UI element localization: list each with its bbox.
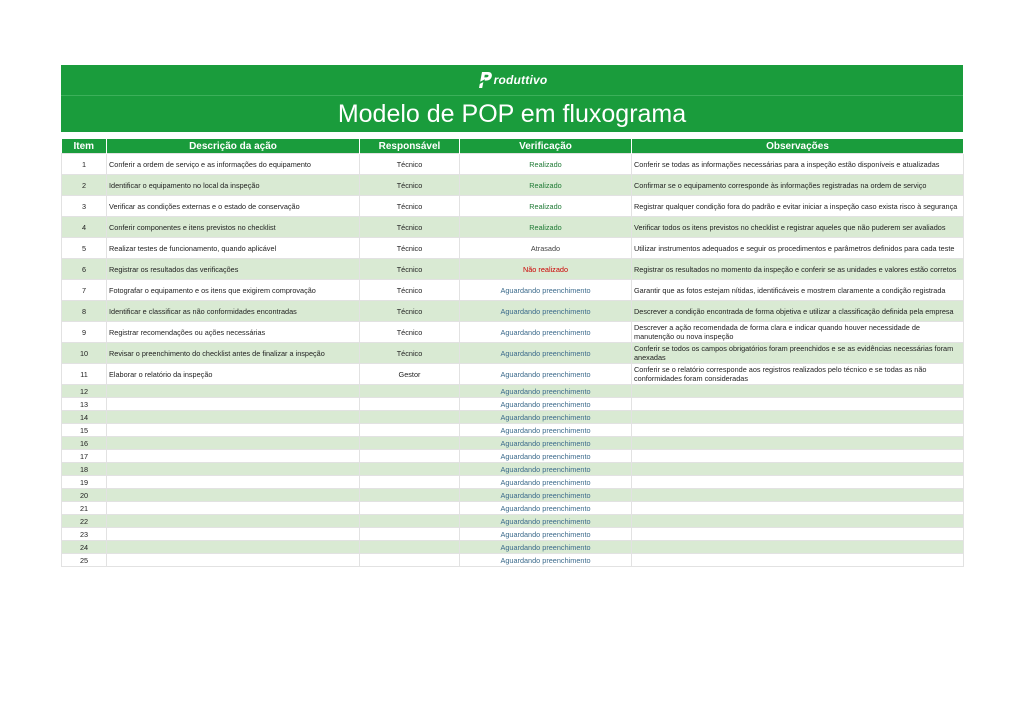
cell-descricao[interactable] bbox=[107, 502, 360, 515]
cell-descricao[interactable] bbox=[107, 541, 360, 554]
cell-responsavel[interactable]: Técnico bbox=[360, 217, 460, 238]
cell-responsavel[interactable]: Técnico bbox=[360, 196, 460, 217]
cell-observacoes[interactable] bbox=[632, 437, 964, 450]
table-row bbox=[62, 424, 964, 437]
cell-verificacao[interactable]: Aguardando preenchimento bbox=[460, 476, 632, 489]
page-title: Modelo de POP em fluxograma bbox=[337, 100, 687, 128]
table-row bbox=[62, 398, 964, 411]
cell-responsavel[interactable] bbox=[360, 554, 460, 567]
cell-verificacao[interactable]: Aguardando preenchimento bbox=[460, 515, 632, 528]
cell-descricao[interactable]: Identificar o equipamento no local da inspeção bbox=[107, 175, 360, 196]
cell-item[interactable]: 18 bbox=[62, 463, 107, 476]
cell-descricao[interactable]: Realizar testes de funcionamento, quando aplicável bbox=[107, 238, 360, 259]
cell-observacoes[interactable]: Descrever a ação recomendada de forma clara e indicar quando houver necessidade de manutenção ou nova inspeção bbox=[632, 322, 964, 343]
cell-responsavel[interactable] bbox=[360, 450, 460, 463]
cell-observacoes[interactable]: Descrever a condição encontrada de forma objetiva e utilizar a classificação definida pela empresa bbox=[632, 301, 964, 322]
cell-observacoes[interactable]: Registrar qualquer condição fora do padrão e evitar iniciar a inspeção caso exista risco à segurança bbox=[632, 196, 964, 217]
cell-item[interactable]: 20 bbox=[62, 489, 107, 502]
cell-observacoes[interactable]: Conferir se todas as informações necessárias para a inspeção estão disponíveis e atualizadas bbox=[632, 154, 964, 175]
cell-descricao[interactable]: Fotografar o equipamento e os itens que exigirem comprovação bbox=[107, 280, 360, 301]
table-row bbox=[62, 238, 964, 259]
cell-descricao[interactable] bbox=[107, 398, 360, 411]
cell-item[interactable]: 15 bbox=[62, 424, 107, 437]
cell-verificacao[interactable]: Aguardando preenchimento bbox=[460, 301, 632, 322]
cell-verificacao[interactable]: Aguardando preenchimento bbox=[460, 280, 632, 301]
cell-item[interactable]: 21 bbox=[62, 502, 107, 515]
cell-descricao[interactable]: Conferir componentes e itens previstos no checklist bbox=[107, 217, 360, 238]
cell-item[interactable]: 3 bbox=[62, 196, 107, 217]
cell-observacoes[interactable]: Conferir se todos os campos obrigatórios foram preenchidos e se as evidências necessárias foram anexadas bbox=[632, 343, 964, 364]
cell-observacoes[interactable]: Confirmar se o equipamento corresponde às informações registradas na ordem de serviço bbox=[632, 175, 964, 196]
cell-observacoes[interactable] bbox=[632, 411, 964, 424]
cell-responsavel[interactable]: Gestor bbox=[360, 364, 460, 385]
cell-responsavel[interactable]: Técnico bbox=[360, 259, 460, 280]
cell-item[interactable]: 1 bbox=[62, 154, 107, 175]
cell-verificacao[interactable]: Aguardando preenchimento bbox=[460, 528, 632, 541]
cell-responsavel[interactable] bbox=[360, 502, 460, 515]
cell-responsavel[interactable]: Técnico bbox=[360, 343, 460, 364]
cell-item[interactable]: 19 bbox=[62, 476, 107, 489]
cell-responsavel[interactable] bbox=[360, 463, 460, 476]
cell-verificacao[interactable]: Aguardando preenchimento bbox=[460, 437, 632, 450]
cell-verificacao[interactable]: Aguardando preenchimento bbox=[460, 411, 632, 424]
cell-responsavel[interactable]: Técnico bbox=[360, 154, 460, 175]
cell-descricao[interactable] bbox=[107, 411, 360, 424]
cell-verificacao[interactable]: Aguardando preenchimento bbox=[460, 385, 632, 398]
cell-item[interactable]: 22 bbox=[62, 515, 107, 528]
cell-verificacao[interactable]: Realizado bbox=[460, 175, 632, 196]
cell-responsavel[interactable] bbox=[360, 541, 460, 554]
cell-responsavel[interactable] bbox=[360, 515, 460, 528]
cell-verificacao[interactable]: Realizado bbox=[460, 196, 632, 217]
cell-item[interactable]: 23 bbox=[62, 528, 107, 541]
cell-responsavel[interactable] bbox=[360, 437, 460, 450]
cell-observacoes[interactable]: Conferir se o relatório corresponde aos registros realizados pelo técnico e se todas as não conformidades foram consideradas bbox=[632, 364, 964, 385]
table-row bbox=[62, 154, 964, 175]
table-row bbox=[62, 489, 964, 502]
cell-verificacao[interactable]: Aguardando preenchimento bbox=[460, 343, 632, 364]
cell-item[interactable]: 10 bbox=[62, 343, 107, 364]
cell-observacoes[interactable] bbox=[632, 450, 964, 463]
table-row bbox=[62, 217, 964, 238]
cell-item[interactable]: 5 bbox=[62, 238, 107, 259]
cell-verificacao[interactable]: Não realizado bbox=[460, 259, 632, 280]
cell-descricao[interactable]: Registrar recomendações ou ações necessárias bbox=[107, 322, 360, 343]
table-row bbox=[62, 463, 964, 476]
cell-observacoes[interactable] bbox=[632, 424, 964, 437]
cell-item[interactable]: 13 bbox=[62, 398, 107, 411]
cell-observacoes[interactable] bbox=[632, 385, 964, 398]
cell-descricao[interactable]: Conferir a ordem de serviço e as informações do equipamento bbox=[107, 154, 360, 175]
table-row bbox=[62, 364, 964, 385]
cell-responsavel[interactable]: Técnico bbox=[360, 238, 460, 259]
cell-descricao[interactable] bbox=[107, 437, 360, 450]
cell-responsavel[interactable] bbox=[360, 489, 460, 502]
cell-verificacao[interactable]: Atrasado bbox=[460, 238, 632, 259]
cell-descricao[interactable] bbox=[107, 476, 360, 489]
header-responsavel: Responsável bbox=[360, 139, 460, 154]
table-row bbox=[62, 515, 964, 528]
table-row bbox=[62, 301, 964, 322]
cell-verificacao[interactable]: Aguardando preenchimento bbox=[460, 322, 632, 343]
cell-responsavel[interactable] bbox=[360, 476, 460, 489]
cell-verificacao[interactable]: Aguardando preenchimento bbox=[460, 489, 632, 502]
cell-item[interactable]: 12 bbox=[62, 385, 107, 398]
cell-item[interactable]: 17 bbox=[62, 450, 107, 463]
cell-responsavel[interactable] bbox=[360, 528, 460, 541]
cell-verificacao[interactable]: Aguardando preenchimento bbox=[460, 541, 632, 554]
cell-observacoes[interactable]: Registrar os resultados no momento da inspeção e conferir se as unidades e valores estão corretos bbox=[632, 259, 964, 280]
header-descricao: Descrição da ação bbox=[107, 139, 360, 154]
cell-responsavel[interactable]: Técnico bbox=[360, 175, 460, 196]
cell-item[interactable]: 11 bbox=[62, 364, 107, 385]
table-row bbox=[62, 175, 964, 196]
cell-verificacao[interactable]: Realizado bbox=[460, 154, 632, 175]
cell-observacoes[interactable] bbox=[632, 398, 964, 411]
cell-descricao[interactable] bbox=[107, 554, 360, 567]
logo-row bbox=[61, 65, 963, 95]
table-row bbox=[62, 476, 964, 489]
cell-responsavel[interactable] bbox=[360, 424, 460, 437]
cell-item[interactable]: 14 bbox=[62, 411, 107, 424]
cell-responsavel[interactable]: Técnico bbox=[360, 280, 460, 301]
table-header-row bbox=[62, 139, 964, 154]
cell-item[interactable]: 9 bbox=[62, 322, 107, 343]
table-row bbox=[62, 322, 964, 343]
table-row bbox=[62, 196, 964, 217]
cell-item[interactable]: 16 bbox=[62, 437, 107, 450]
table-row bbox=[62, 450, 964, 463]
table-row bbox=[62, 385, 964, 398]
cell-observacoes[interactable]: Garantir que as fotos estejam nítidas, identificáveis e mostrem claramente a condição registrada bbox=[632, 280, 964, 301]
pop-table bbox=[61, 139, 964, 567]
cell-verificacao[interactable]: Aguardando preenchimento bbox=[460, 502, 632, 515]
table-row bbox=[62, 259, 964, 280]
cell-observacoes[interactable] bbox=[632, 463, 964, 476]
cell-item[interactable]: 2 bbox=[62, 175, 107, 196]
table-row bbox=[62, 280, 964, 301]
cell-verificacao[interactable]: Aguardando preenchimento bbox=[460, 364, 632, 385]
cell-observacoes[interactable] bbox=[632, 502, 964, 515]
cell-descricao[interactable] bbox=[107, 528, 360, 541]
brand-name: roduttivo bbox=[493, 73, 548, 87]
cell-observacoes[interactable]: Utilizar instrumentos adequados e seguir os procedimentos e parâmetros definidos para cada teste bbox=[632, 238, 964, 259]
header-verificacao: Verificação bbox=[460, 139, 632, 154]
cell-descricao[interactable]: Verificar as condições externas e o estado de conservação bbox=[107, 196, 360, 217]
cell-descricao[interactable] bbox=[107, 424, 360, 437]
table-row bbox=[62, 411, 964, 424]
header-item: Item bbox=[62, 139, 107, 154]
cell-responsavel[interactable] bbox=[360, 385, 460, 398]
table-row bbox=[62, 502, 964, 515]
cell-item[interactable]: 6 bbox=[62, 259, 107, 280]
table-row bbox=[62, 343, 964, 364]
cell-item[interactable]: 7 bbox=[62, 280, 107, 301]
cell-responsavel[interactable] bbox=[360, 398, 460, 411]
cell-descricao[interactable]: Revisar o preenchimento do checklist antes de finalizar a inspeção bbox=[107, 343, 360, 364]
cell-verificacao[interactable]: Aguardando preenchimento bbox=[460, 450, 632, 463]
cell-descricao[interactable] bbox=[107, 450, 360, 463]
cell-descricao[interactable]: Elaborar o relatório da inspeção bbox=[107, 364, 360, 385]
cell-responsavel[interactable]: Técnico bbox=[360, 322, 460, 343]
cell-verificacao[interactable]: Aguardando preenchimento bbox=[460, 398, 632, 411]
cell-descricao[interactable] bbox=[107, 489, 360, 502]
cell-observacoes[interactable] bbox=[632, 528, 964, 541]
cell-descricao[interactable] bbox=[107, 463, 360, 476]
cell-observacoes[interactable] bbox=[632, 489, 964, 502]
cell-observacoes[interactable] bbox=[632, 541, 964, 554]
cell-item[interactable]: 4 bbox=[62, 217, 107, 238]
table-row bbox=[62, 528, 964, 541]
header-observacoes: Observações bbox=[632, 139, 964, 154]
cell-descricao[interactable] bbox=[107, 385, 360, 398]
cell-observacoes[interactable] bbox=[632, 476, 964, 489]
table-row bbox=[62, 541, 964, 554]
cell-descricao[interactable]: Identificar e classificar as não conformidades encontradas bbox=[107, 301, 360, 322]
cell-observacoes[interactable] bbox=[632, 515, 964, 528]
cell-verificacao[interactable]: Aguardando preenchimento bbox=[460, 424, 632, 437]
cell-observacoes[interactable] bbox=[632, 554, 964, 567]
brand-logo bbox=[477, 71, 548, 89]
cell-verificacao[interactable]: Aguardando preenchimento bbox=[460, 463, 632, 476]
cell-item[interactable]: 25 bbox=[62, 554, 107, 567]
cell-descricao[interactable] bbox=[107, 515, 360, 528]
cell-responsavel[interactable] bbox=[360, 411, 460, 424]
cell-observacoes[interactable]: Verificar todos os itens previstos no checklist e registrar aqueles que não puderem ser avaliados bbox=[632, 217, 964, 238]
table-row bbox=[62, 554, 964, 567]
cell-item[interactable]: 24 bbox=[62, 541, 107, 554]
header-banner bbox=[61, 65, 963, 132]
cell-verificacao[interactable]: Realizado bbox=[460, 217, 632, 238]
cell-verificacao[interactable]: Aguardando preenchimento bbox=[460, 554, 632, 567]
table-row bbox=[62, 437, 964, 450]
cell-descricao[interactable]: Registrar os resultados das verificações bbox=[107, 259, 360, 280]
brand-p-icon bbox=[477, 71, 493, 89]
cell-responsavel[interactable]: Técnico bbox=[360, 301, 460, 322]
cell-item[interactable]: 8 bbox=[62, 301, 107, 322]
